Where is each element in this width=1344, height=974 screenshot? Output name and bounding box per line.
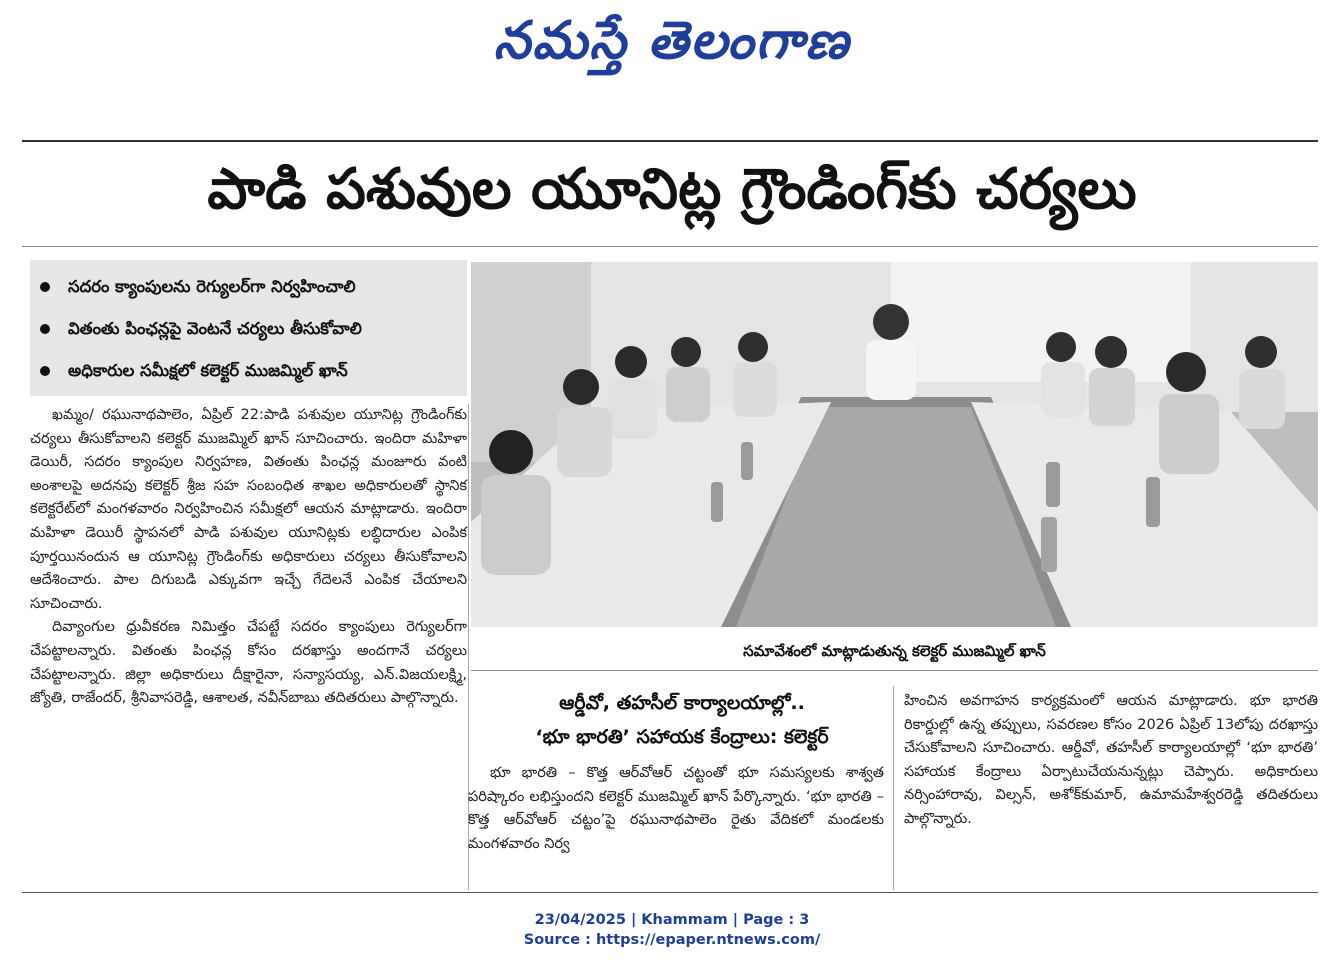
caption-rule <box>471 670 1318 671</box>
highlight-text: వితంతు పింఛన్లపై వెంటనే చర్యలు తీసుకోవాలి <box>68 319 362 338</box>
article-paragraph: ఖమ్మం/ రఘునాథపాలెం, ఏప్రిల్ 22:పాడి పశువుల యూనిట్ల గ్రౌండింగ్‌కు చర్యలు తీసుకోవాలని కలెక్టర్ ముజమ్మిల్ ఖాన్ సూచించారు. ఇందిరా మహిళా డెయిరీ, సదరం క్యాంపుల నిర్వహణ, వితంతు పింఛన్ల మంజూరు వంటి అంశాలపై అదనపు కలెక్టర్ శ్రీజ సహ సంబంధిత శాఖల అధికారులతో స్థానిక కలెక్టరేట్‌లో మంగళవారం నిర్వహించిన సమీక్షలో ఆయన మాట్లాడారు. ఇందిరా మహిళా డెయిరీ స్థాపనలో పాడి పశువుల యూనిట్లకు లబ్ధిదారుల ఎంపిక పూర్తయినందున ఆ యూనిట్ల గ్రౌండింగ్‌కు అధికారులు చర్యలు తీసుకోవాలని ఆదేశించారు. పాల దిగుబడి ఎక్కువగా ఇచ్చే గేదెలనే ఎంపిక చేయాలని సూచించారు. <box>30 407 467 612</box>
meeting-photo-image <box>471 262 1318 627</box>
bullet-icon <box>40 366 50 376</box>
main-article-body <box>30 404 467 880</box>
edition-info: 23/04/2025 | Khammam | Page : 3 <box>534 912 810 928</box>
highlight-text: అధికారుల సమీక్షలో కలెక్టర్ ముజమ్మిల్ ఖాన్ <box>68 361 348 380</box>
newspaper-masthead: నమస్తే తెలంగాణ <box>493 10 851 71</box>
headline-rule <box>22 246 1318 247</box>
page-footer <box>0 910 1344 950</box>
secondary-headline <box>480 686 884 758</box>
secondary-headline-line2: ‘భూ భారతి’ సహాయక కేంద్రాలు: కలెక్టర్ <box>535 726 829 748</box>
source-link[interactable]: Source : https://epaper.ntnews.com/ <box>523 932 821 948</box>
column-divider <box>893 686 894 890</box>
highlight-item <box>30 308 467 350</box>
meeting-photo <box>471 262 1318 627</box>
bottom-rule <box>22 892 1318 893</box>
bullet-icon <box>40 324 50 334</box>
top-rule <box>22 140 1318 142</box>
secondary-article-col-b <box>904 690 1318 886</box>
bullet-icon <box>40 282 50 292</box>
highlight-text: సదరం క్యాంపులను రెగ్యులర్‌గా నిర్వహించాలి <box>68 277 356 296</box>
secondary-article-col-a <box>468 762 884 886</box>
article-paragraph: భూ భారతి – కొత్త ఆర్‌వోఆర్ చట్టంతో భూ సమస్యలకు శాశ్వత పరిష్కారం లభిస్తుందని కలెక్టర్ ముజమ్మిల్ ఖాన్ పేర్కొన్నారు. ‘భూ భారతి – కొత్త ఆర్‌వోఆర్ చట్టం’పై రఘునాథపాలెం రైతు వేదికలో మండలకు మంగళవారం నిర్వ <box>468 765 884 852</box>
article-paragraph: హించిన అవగాహన కార్యక్రమంలో ఆయన మాట్లాడారు. భూ భారతి రికార్డుల్లో ఉన్న తప్పులు, సవరణల కోసం 2026 ఏప్రిల్ 13లోపు దరఖాస్తు చేసుకోవాలని సూచించారు. ఆర్డీవో, తహసీల్ కార్యాలయాల్లో ‘భూ భారతి’ సహాయక కేంద్రాలు ఏర్పాటుచేయనున్నట్లు చెప్పారు. అధికారులు నర్సింహారావు, విల్సన్, అశోక్‌కుమార్, ఉమామహేశ్వరరెడ్డి తదితరులు పాల్గొన్నారు. <box>904 693 1318 827</box>
highlight-item <box>30 350 467 392</box>
secondary-headline-line1: ఆర్డీవో, తహసీల్ కార్యాలయాల్లో.. <box>559 692 805 714</box>
photo-caption: సమావేశంలో మాట్లాడుతున్న కలెక్టర్ ముజమ్మిల్ ఖాన్ <box>743 642 1046 660</box>
highlight-item <box>30 266 467 308</box>
highlights-box <box>30 260 467 396</box>
article-paragraph: దివ్యాంగుల ధ్రువీకరణ నిమిత్తం చేపట్టే సదరం క్యాంపులు రెగ్యులర్‌గా చేపట్టాలన్నారు. వితంతు పింఛన్ల కోసం దరఖాస్తు అందగానే చర్యలు చేపట్టాలన్నారు. జిల్లా అధికారులు దీక్షారైనా, సన్యాసయ్య, ఎన్.విజయలక్ష్మి, జ్యోతి, రాజేందర్, శ్రీనివాసరెడ్డి, ఆశాలత, నవీన్‌బాబు తదితరులు పాల్గొన్నారు. <box>30 619 467 707</box>
article-headline: పాడి పశువుల యూనిట్ల గ్రౌండింగ్‌కు చర్యలు <box>207 157 1137 222</box>
